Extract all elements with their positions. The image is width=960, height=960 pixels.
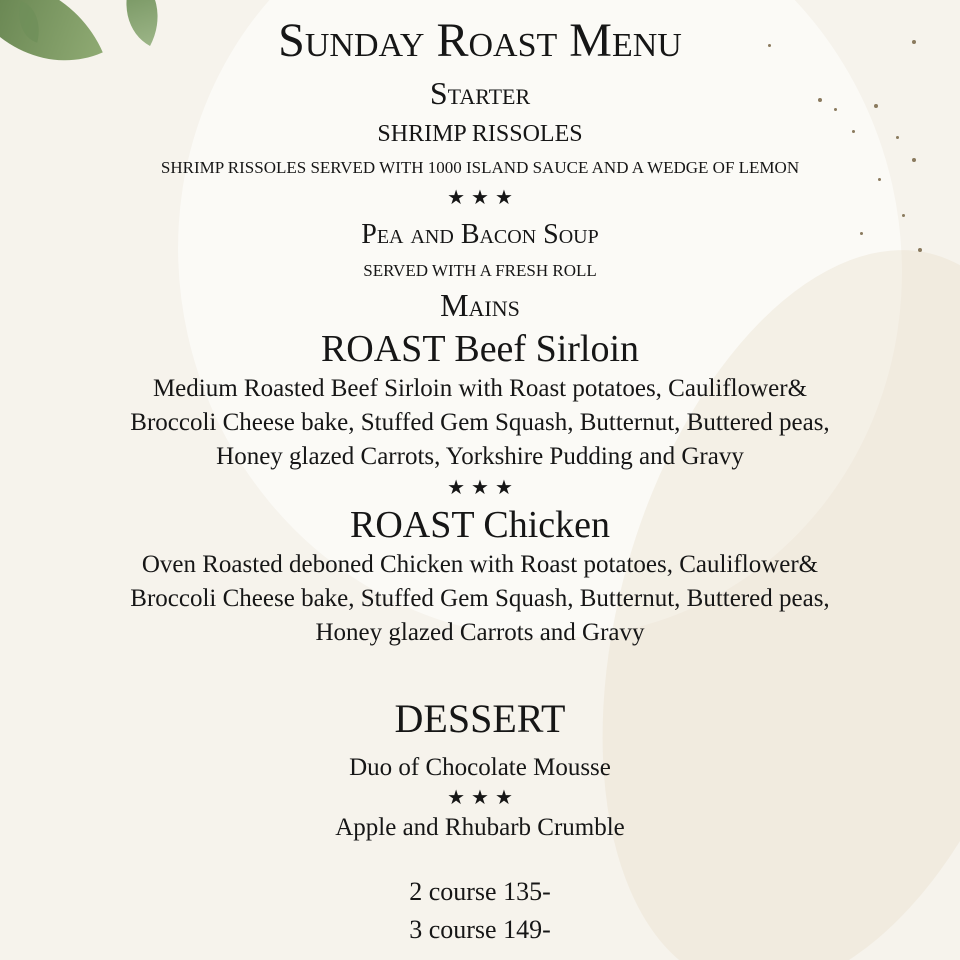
star-separator: ★★★ <box>447 787 519 809</box>
starter-item-description: SHRIMP RISSOLES SERVED WITH 1000 ISLAND SAUCE AND A WEDGE OF LEMON <box>160 158 800 177</box>
mains-item-description: Medium Roasted Beef Sirloin with Roast potatoes, Cauliflower& <box>152 375 808 402</box>
mains-item-name: ROAST Chicken <box>349 504 611 546</box>
menu-title: Sunday Roast Menu <box>278 14 682 67</box>
mains-item-description: Honey glazed Carrots, Yorkshire Pudding and Gravy <box>216 443 744 470</box>
starter-heading: Starter <box>429 75 531 111</box>
star-separator: ★★★ <box>447 477 519 499</box>
dessert-item: Apple and Rhubarb Crumble <box>335 814 625 841</box>
star-separator: ★★★ <box>447 187 519 209</box>
price-two-course: 2 course 135- <box>409 877 551 906</box>
mains-item-description: Broccoli Cheese bake, Stuffed Gem Squash, Butternut, Buttered peas, <box>130 585 830 612</box>
mains-item-description: Broccoli Cheese bake, Stuffed Gem Squash, Butternut, Buttered peas, <box>130 409 830 436</box>
starter-item-description: SERVED WITH A FRESH ROLL <box>363 261 597 280</box>
mains-heading: Mains <box>440 287 520 323</box>
mains-item-description: Honey glazed Carrots and Gravy <box>315 619 645 646</box>
dessert-heading: DESSERT <box>394 696 566 741</box>
starter-item-name: SHRIMP RISSOLES <box>377 121 583 147</box>
starter-item-name: Pea and Bacon Soup <box>361 219 599 250</box>
mains-item-description: Oven Roasted deboned Chicken with Roast potatoes, Cauliflower& <box>141 551 819 578</box>
dessert-item: Duo of Chocolate Mousse <box>349 754 611 781</box>
price-three-course: 3 course 149- <box>409 915 551 944</box>
mains-item-name: ROAST Beef Sirloin <box>320 328 640 370</box>
